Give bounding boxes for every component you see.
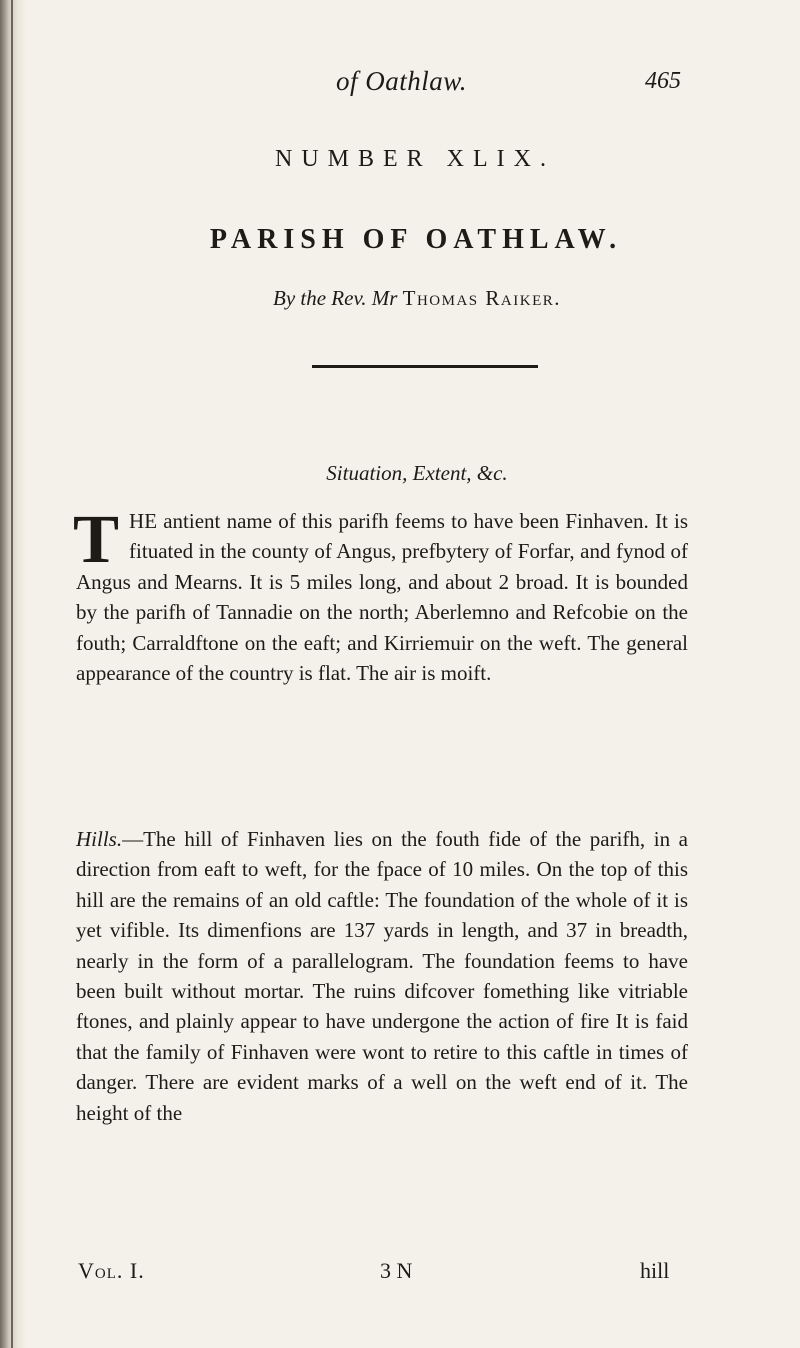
parish-heading: PARISH OF OATHLAW. <box>209 224 623 255</box>
sheet-mark: 3 N <box>380 1258 413 1283</box>
page-number: 465 <box>645 68 681 94</box>
volume-signature: Vol. I. <box>78 1258 145 1283</box>
number-heading: NUMBER XLIX. <box>275 146 555 172</box>
paragraph-situation-text: HE antient name of this parifh feems to have been Finhaven. It is fituated in the county of Angus, prefbytery of Forfar, and fynod of Angus and Mearns. It is 5 miles long, and about 2 broad. It is bounded by the parifh of Tannadie on the north; Aberlemno and Refcobie on the fouth; Carraldftone on the eaft; and Kirriemuir on the weft. The general appearance of the country is flat. The air is moift. <box>76 509 688 686</box>
hills-subheading: Hills. <box>76 827 123 851</box>
byline-lead: By the Rev. Mr <box>273 286 398 310</box>
page-gutter-shadow <box>0 0 26 1348</box>
author-name: Thomas Raiker. <box>402 286 561 310</box>
drop-cap: T <box>73 501 120 577</box>
paragraph-situation <box>73 501 688 688</box>
section-divider <box>312 365 538 368</box>
page-footer <box>0 1258 800 1290</box>
author-byline <box>0 286 800 311</box>
running-title: of Oathlaw. <box>336 66 468 96</box>
paragraph-hills-text: —The hill of Finhaven lies on the fouth fide of the parifh, in a direction from eaft to weft, for the fpace of 10 miles. On the top of this hill are the remains of an old caftle: The foundation of the whole of it is yet vifible. Its dimenfions are 137 yards in length, and 37 in breadth, nearly in the form of a parallelogram. The foundation feems to have been built without mortar. The ruins difcover fomething like vitriable ftones, and plainly appear to have undergone the action of fire It is faid that the family of Finhaven were wont to retire to this caftle in times of danger. There are evident marks of a well on the weft end of it. The height of the <box>76 827 688 1125</box>
section-heading: Situation, Extent, &c. <box>326 461 508 485</box>
paragraph-hills <box>76 824 688 1128</box>
running-head <box>0 66 800 106</box>
catchword: hill <box>640 1258 670 1283</box>
binding-edge <box>11 0 13 1348</box>
